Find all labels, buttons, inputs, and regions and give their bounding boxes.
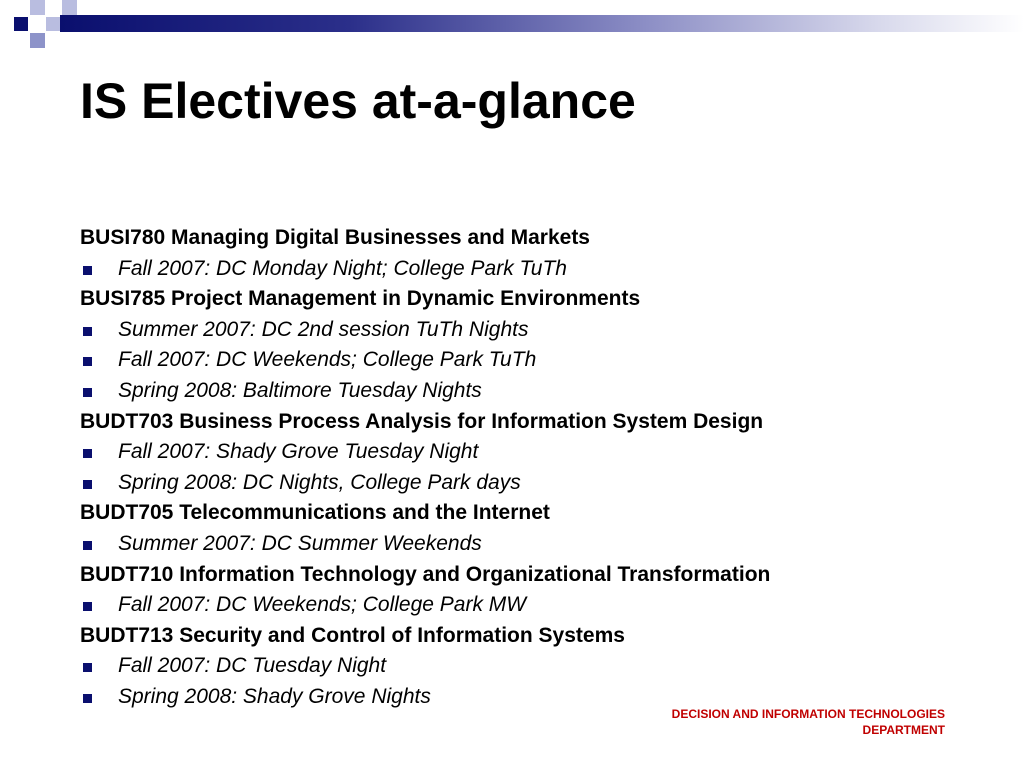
square-bullet-icon [83,694,92,703]
offering-text: Fall 2007: Shady Grove Tuesday Night [118,440,479,464]
slide-title: IS Electives at-a-glance [80,73,636,129]
footer-line: DECISION AND INFORMATION TECHNOLOGIES [671,707,945,721]
offering-item [80,315,980,346]
decor-square-dark [14,17,28,31]
offering-text: Summer 2007: DC Summer Weekends [118,531,482,555]
course-heading: BUDT713 Security and Control of Information Systems [80,623,625,647]
square-bullet-icon [83,663,92,672]
footer-line: DEPARTMENT [862,723,945,737]
course-heading: BUSI780 Managing Digital Businesses and Markets [80,226,590,249]
square-bullet-icon [83,480,92,489]
offering-item [80,468,980,499]
course-heading: BUDT705 Telecommunications and the Internet [80,501,550,525]
offering-item [80,529,980,560]
offering-item [80,254,980,285]
offering-item [80,376,980,407]
square-bullet-icon [83,541,92,550]
course-heading: BUDT703 Business Process Analysis for Information System Design [80,409,764,433]
square-bullet-icon [83,266,92,275]
course-list [80,223,980,713]
course-heading: BUSI785 Project Management in Dynamic Environments [80,287,641,311]
offering-text: Fall 2007: DC Weekends; College Park TuTh [118,348,537,372]
course-heading: BUDT710 Information Technology and Organizational Transformation [80,562,771,586]
offering-text: Spring 2008: Shady Grove Nights [118,684,431,708]
offering-item [80,345,980,376]
square-bullet-icon [83,449,92,458]
offering-text: Spring 2008: Baltimore Tuesday Nights [118,378,482,402]
decor-square-mid [30,33,45,48]
decor-square-light [30,0,45,15]
department-footer [672,706,945,738]
decor-square-light [62,0,77,15]
offering-item [80,651,980,682]
offering-text: Summer 2007: DC 2nd session TuTh Nights [118,317,529,341]
offering-text: Fall 2007: DC Weekends; College Park MW [118,593,527,617]
square-bullet-icon [83,327,92,336]
square-bullet-icon [83,357,92,366]
square-bullet-icon [83,602,92,611]
decor-gradient-band [60,15,1024,32]
offering-text: Fall 2007: DC Tuesday Night [118,654,387,678]
header-decoration [0,0,1024,48]
offering-item [80,590,980,621]
offering-text: Fall 2007: DC Monday Night; College Park TuTh [118,256,567,280]
decor-square-light [46,17,60,31]
offering-item [80,437,980,468]
offering-text: Spring 2008: DC Nights, College Park days [118,470,521,494]
square-bullet-icon [83,388,92,397]
